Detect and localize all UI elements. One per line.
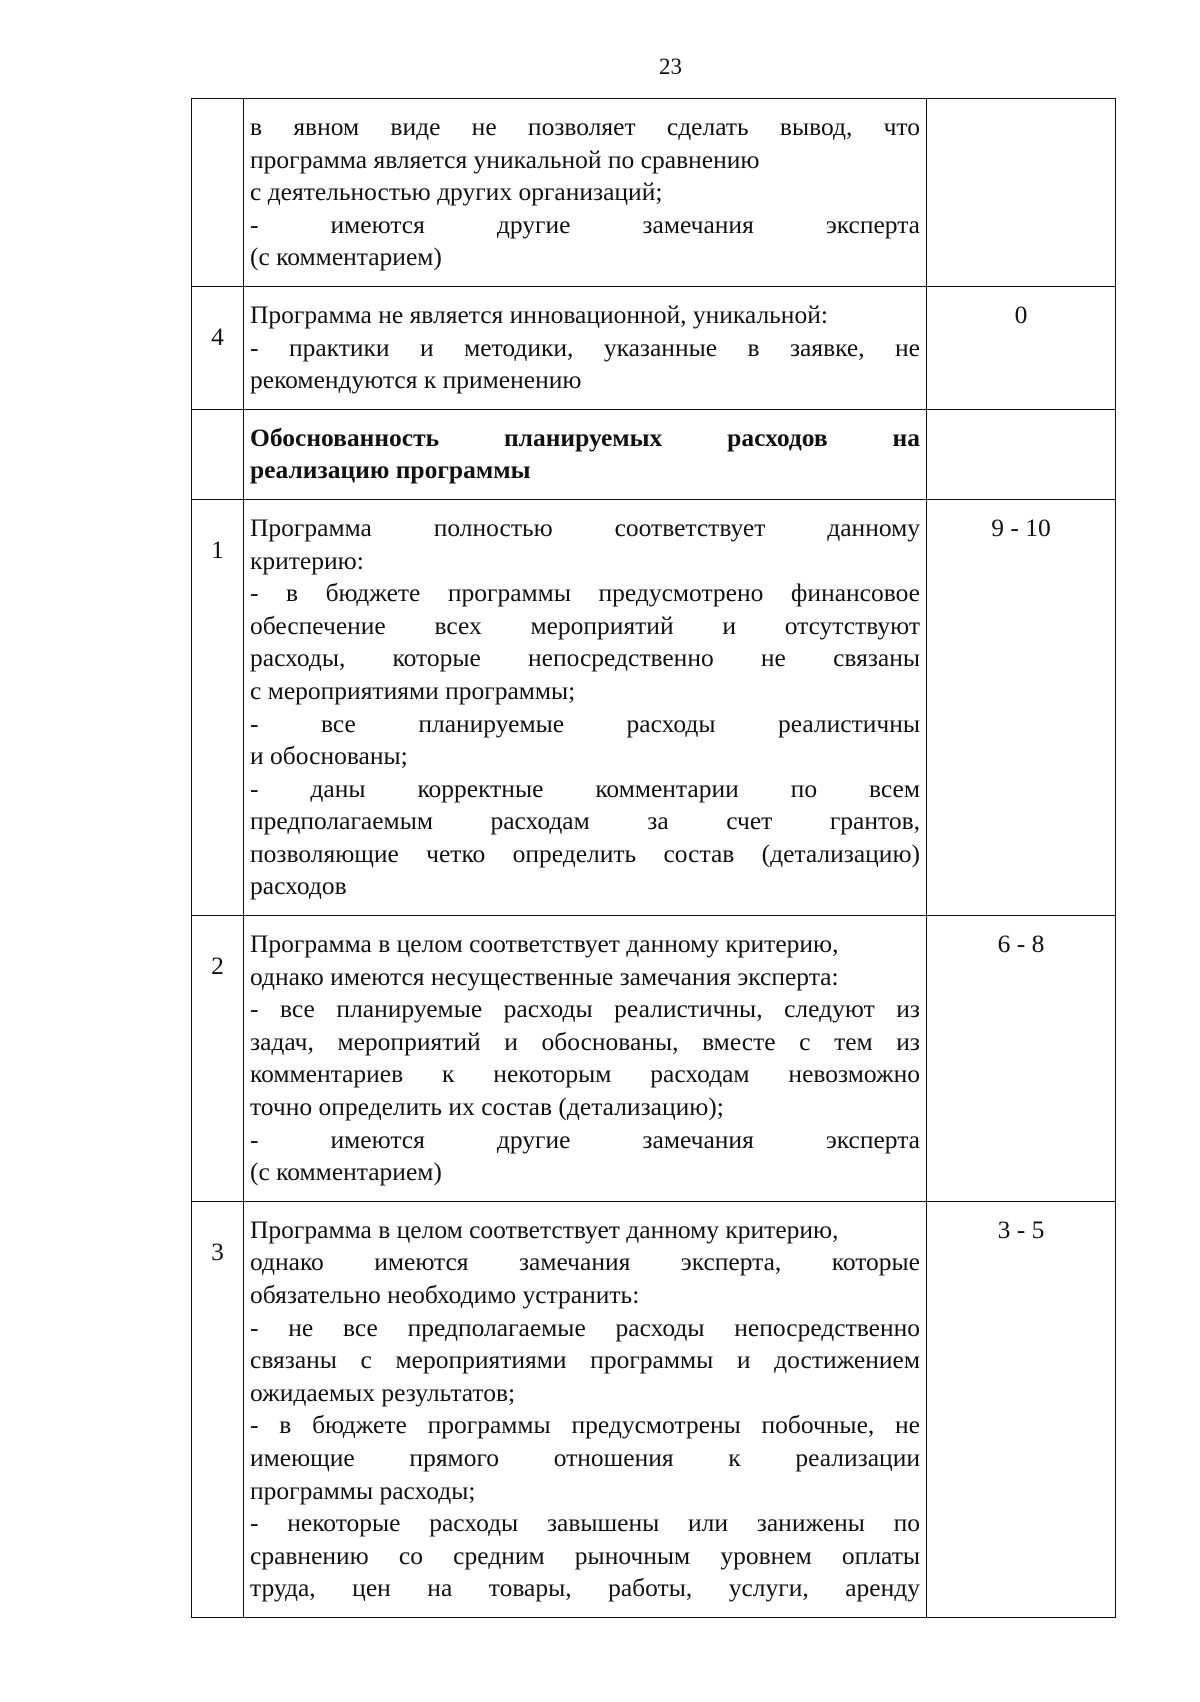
table-row	[192, 99, 1116, 287]
criterion-description: Программа в целом соответствует данному критерию, однако имеются замечания эксперта, которые обязательно необходимо устранить: - не все предполагаемые расходы непосредственно связаны с мероприятиями программы и достижением ожидаемых результатов; - в бюджете программы предусмотрены побочные, не имеющие прямого отношения к реализации программы расходы; - некоторые расходы завышены или занижены по сравнению со средним рыночным уровнем оплаты труда, цен на товары, работы, услуги, аренду	[244, 1201, 927, 1617]
section-heading: Обоснованность планируемых расходов на реализацию программы	[244, 409, 927, 499]
page-number: 23	[659, 54, 682, 79]
row-number-cell: 2	[192, 916, 244, 1202]
criterion-description: Программа не является инновационной, уникальной: - практики и методики, указанные в заявке, не рекомендуются к применению	[244, 286, 927, 409]
table-row	[192, 409, 1116, 499]
score-cell	[927, 409, 1116, 499]
row-number-cell	[192, 409, 244, 499]
criterion-description: в явном виде не позволяет сделать вывод, что программа является уникальной по сравнению с деятельностью других организаций; - имеются другие замечания эксперта (с комментарием)	[244, 99, 927, 287]
score-cell: 0	[927, 286, 1116, 409]
table-row	[192, 286, 1116, 409]
score-cell: 9 - 10	[927, 499, 1116, 915]
score-cell: 3 - 5	[927, 1201, 1116, 1617]
row-number-cell: 1	[192, 499, 244, 915]
criterion-description: Программа в целом соответствует данному критерию, однако имеются несущественные замечания эксперта: - все планируемые расходы реалистичны, следуют из задач, мероприятий и обоснованы, вместе с тем из комментариев к некоторым расходам невозможно точно определить их состав (детализацию); - имеются другие замечания эксперта (с комментарием)	[244, 916, 927, 1202]
table-row	[192, 916, 1116, 1202]
row-number-cell: 3	[192, 1201, 244, 1617]
criteria-table	[191, 98, 1116, 1618]
table-row	[192, 1201, 1116, 1617]
score-cell: 6 - 8	[927, 916, 1116, 1202]
row-number-cell: 4	[192, 286, 244, 409]
table-row	[192, 499, 1116, 915]
criterion-description: Программа полностью соответствует данному критерию: - в бюджете программы предусмотрено финансовое обеспечение всех мероприятий и отсутствуют расходы, которые непосредственно не связаны с мероприятиями программы; - все планируемые расходы реалистичны и обоснованы; - даны корректные комментарии по всем предполагаемым расходам за счет грантов, позволяющие четко определить состав (детализацию) расходов	[244, 499, 927, 915]
score-cell	[927, 99, 1116, 287]
row-number-cell	[192, 99, 244, 287]
